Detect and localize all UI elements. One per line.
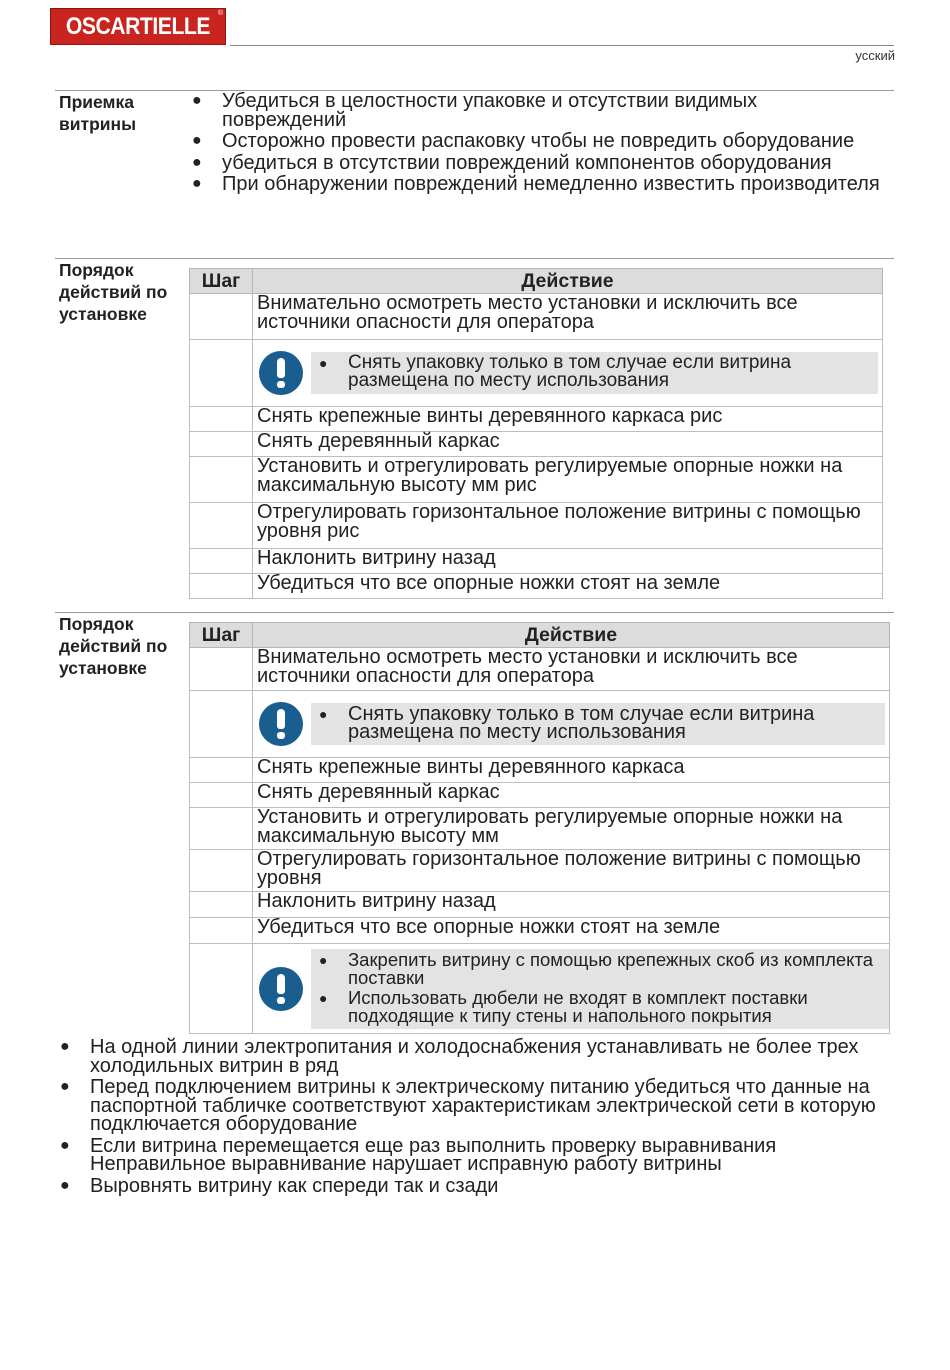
bullet-icon: ● bbox=[319, 989, 328, 1006]
step-action: Убедиться что все опорные ножки стоят на земле bbox=[253, 918, 890, 944]
section-title-line: Приемка bbox=[59, 92, 134, 112]
table-row bbox=[190, 648, 890, 691]
bullet-icon: ● bbox=[319, 951, 328, 968]
bullet-icon: ● bbox=[192, 175, 202, 192]
brand-name: OSCARTIELLE bbox=[65, 12, 211, 40]
bullet-icon: ● bbox=[60, 1038, 70, 1055]
table-row bbox=[190, 574, 883, 599]
step-action: Отрегулировать горизонтальное положение витрины с помощью уровня рис bbox=[253, 503, 883, 549]
bullet-icon: ● bbox=[192, 153, 202, 171]
step-action: Снять деревянный каркас bbox=[253, 432, 883, 457]
section-divider bbox=[55, 258, 894, 259]
table-row bbox=[190, 457, 883, 503]
table-row bbox=[190, 340, 883, 407]
installation-steps-table bbox=[189, 622, 890, 1034]
step-action: Установить и отрегулировать регулируемые опорные ножки на максимальную высоту мм рис bbox=[253, 457, 883, 503]
bullet-icon: ● bbox=[192, 92, 202, 109]
section-title-installation: Порядок действий по установке bbox=[59, 260, 168, 324]
table-row bbox=[190, 850, 890, 892]
warning-exclamation-icon bbox=[259, 702, 303, 746]
table-row bbox=[190, 294, 883, 340]
table-row bbox=[190, 892, 890, 918]
list-item: ● На одной линии электропитания и холодоснабжения устанавливать не более трех холодильных витрин в ряд bbox=[60, 1036, 859, 1077]
column-header-action: Действие bbox=[253, 269, 883, 294]
warning-exclamation-icon bbox=[259, 967, 303, 1011]
table-row bbox=[190, 691, 890, 758]
section-title-line: витрины bbox=[59, 114, 137, 134]
general-notes-list bbox=[60, 1038, 895, 1198]
list-item: ● убедиться в отсутствии повреждений компонентов оборудования bbox=[192, 151, 832, 174]
column-header-step: Шаг bbox=[190, 269, 253, 294]
column-header-step: Шаг bbox=[190, 623, 253, 648]
bullet-icon: ● bbox=[60, 1176, 70, 1194]
list-item: ● При обнаружении повреждений немедленно известить производителя bbox=[192, 173, 880, 195]
header-rule bbox=[230, 45, 894, 46]
list-item: ● Если витрина перемещается еще раз выполнить проверку выравнивания Неправильное выравнивание нарушает исправную работу витрины bbox=[60, 1134, 777, 1175]
table-row bbox=[190, 808, 890, 850]
table-row bbox=[190, 407, 883, 432]
warning-note: ● Закрепить витрину с помощью крепежных скоб из комплекта поставки ● Использовать дюбели не входят в комплект поставки подходящие к типу стены и напольного покрытия bbox=[257, 949, 889, 1029]
language-label: усский bbox=[855, 48, 895, 63]
step-action: Внимательно осмотреть место установки и исключить все источники опасности для оператора bbox=[253, 648, 890, 691]
warning-exclamation-icon bbox=[259, 351, 303, 395]
step-action: Отрегулировать горизонтальное положение витрины с помощью уровня bbox=[253, 850, 890, 892]
warning-note: ● Снять упаковку только в том случае если витрина размещена по месту использования bbox=[257, 351, 878, 395]
table-row bbox=[190, 758, 890, 783]
section-title-installation: Порядок действий по установке bbox=[59, 614, 168, 678]
table-row bbox=[190, 549, 883, 574]
table-row bbox=[190, 432, 883, 457]
list-item: ● Выровнять витрину как спереди так и сзади bbox=[60, 1174, 499, 1197]
step-action: Наклонить витрину назад bbox=[253, 892, 890, 918]
section-divider bbox=[55, 612, 894, 613]
bullet-icon: ● bbox=[319, 355, 328, 371]
bullet-icon: ● bbox=[192, 132, 202, 149]
brand-logo bbox=[50, 8, 226, 45]
step-action: Внимательно осмотреть место установки и исключить все источники опасности для оператора bbox=[253, 294, 883, 340]
step-action: Снять крепежные винты деревянного каркаса bbox=[253, 758, 890, 783]
table-row bbox=[190, 918, 890, 944]
list-item: ● Убедиться в целостности упаковке и отсутствии видимых повреждений bbox=[192, 90, 758, 131]
section-title-receipt bbox=[59, 91, 136, 135]
list-item: ● Перед подключением витрины к электрическому питанию убедиться что данные на паспортной табличке соответствуют характеристикам электрической сети в которую подключается оборудование bbox=[60, 1076, 876, 1135]
step-action: Снять крепежные винты деревянного каркаса рис bbox=[253, 407, 883, 432]
table-row bbox=[190, 783, 890, 808]
registered-mark: ® bbox=[217, 10, 223, 17]
column-header-action: Действие bbox=[253, 623, 890, 648]
list-item: ● Осторожно провести распаковку чтобы не повредить оборудование bbox=[192, 130, 855, 152]
table-row bbox=[190, 503, 883, 549]
bullet-icon: ● bbox=[60, 1136, 70, 1154]
warning-note: ● Снять упаковку только в том случае если витрина размещена по месту использования bbox=[257, 702, 885, 746]
step-action: Установить и отрегулировать регулируемые опорные ножки на максимальную высоту мм bbox=[253, 808, 890, 850]
table-row bbox=[190, 944, 890, 1034]
step-action: Наклонить витрину назад bbox=[253, 549, 883, 574]
bullet-icon: ● bbox=[60, 1078, 70, 1095]
receipt-checklist bbox=[192, 92, 882, 197]
step-action: Снять деревянный каркас bbox=[253, 783, 890, 808]
step-action: Убедиться что все опорные ножки стоят на земле bbox=[253, 574, 883, 599]
installation-steps-table bbox=[189, 268, 883, 599]
bullet-icon: ● bbox=[319, 706, 328, 722]
